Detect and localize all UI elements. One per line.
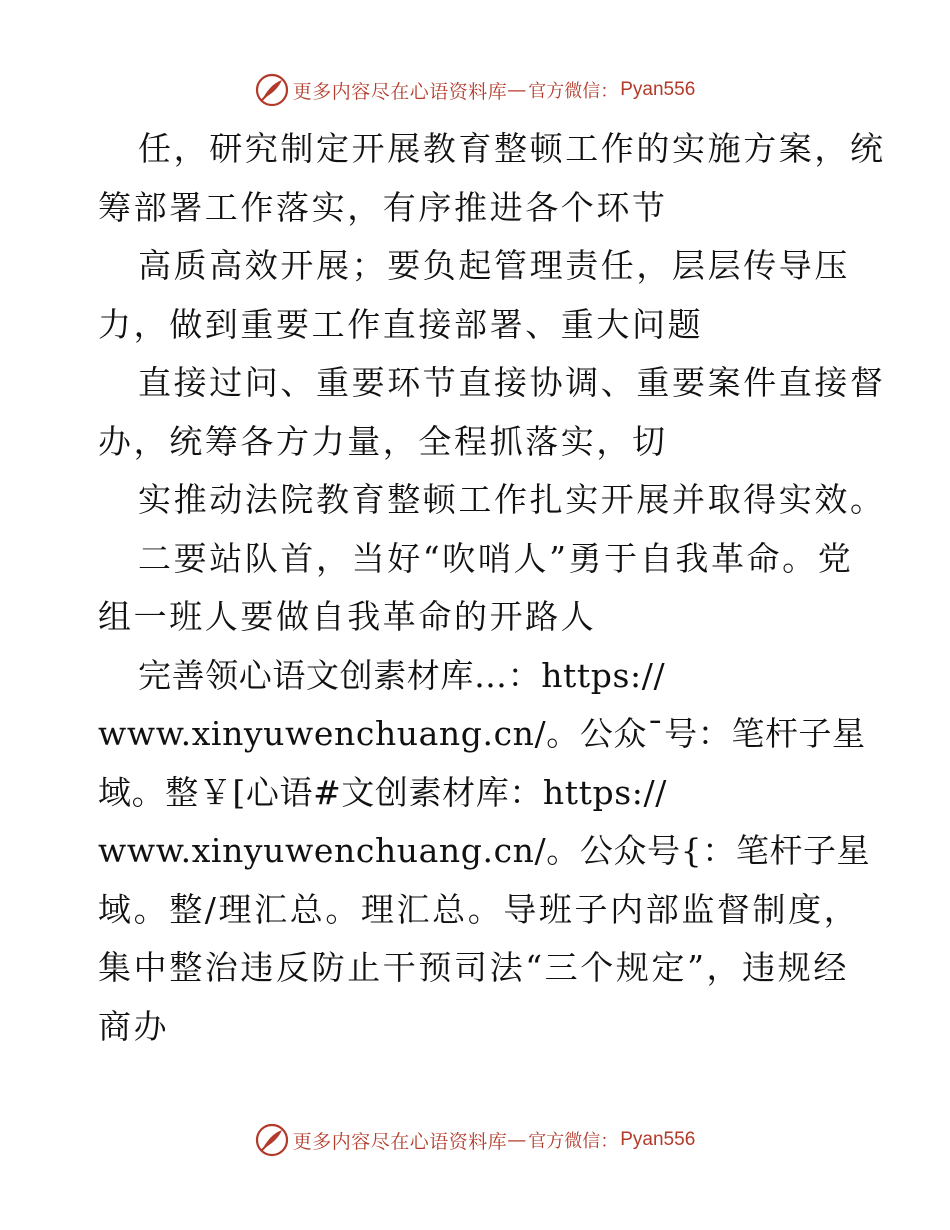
text-line: 组一班人要做自我革命的开路人: [98, 597, 597, 636]
text-line: 实推动法院教育整顿工作扎实开展并取得实效。: [138, 480, 886, 519]
text-line: 直接过问、重要环节直接协调、重要案件直接督: [138, 363, 886, 402]
text-line: 二要站队首，当好“吹哨人”勇于自我革命。党: [138, 538, 854, 578]
text-line: 任，研究制定开展教育整顿工作的实施方案，统: [138, 129, 886, 168]
watermark-title: 更多内容尽在心语资料库: [292, 80, 508, 103]
text-line: www.xinyuwenchuang.cn/。公众¯号：笔杆子星: [98, 714, 866, 753]
text-line: 集中整治违反防止干预司法“三个规定”，违规经: [98, 948, 849, 987]
text-line: 高质高效开展；要负起管理责任，层层传导压: [138, 246, 850, 285]
wechat-label: 官方微信：: [528, 1131, 619, 1152]
quill-pen-logo-icon: [255, 1123, 289, 1157]
text-line: 域。整/理汇总。理汇总。导班子内部监督制度，: [98, 889, 860, 929]
header-watermark: [0, 70, 950, 110]
wechat-id: Pyan556: [620, 79, 696, 100]
watermark-separator: —: [507, 1129, 527, 1151]
watermark-title: 更多内容尽在心语资料库: [292, 1130, 508, 1153]
text-line: 商办: [98, 1006, 170, 1046]
document-body: [98, 120, 886, 1056]
text-line: 域。整￥[心语#文创素材库：https://: [98, 772, 667, 812]
text-line: 完善领心语文创素材库…：https://: [138, 655, 666, 695]
footer-watermark: [0, 1120, 950, 1160]
watermark-separator: —: [507, 79, 527, 101]
quill-pen-logo-icon: [255, 73, 289, 107]
text-line: www.xinyuwenchuang.cn/。公众号{：笔杆子星: [98, 831, 871, 870]
wechat-id: Pyan556: [620, 1129, 696, 1150]
text-line: 办，统筹各方力量，全程抓落实，切: [98, 421, 668, 461]
wechat-label: 官方微信：: [528, 81, 619, 102]
text-line: 力，做到重要工作直接部署、重大问题: [98, 304, 704, 344]
text-line: 筹部署工作落实，有序推进各个环节: [98, 187, 668, 227]
